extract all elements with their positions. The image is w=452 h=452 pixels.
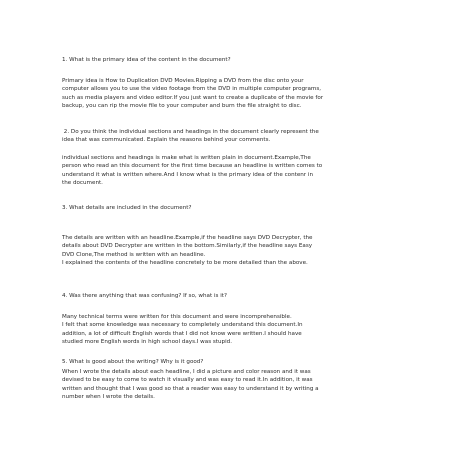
question-4: 4. Was there anything that was confusing? If so, what is it? bbox=[62, 293, 227, 299]
answer-1: Primary idea is How to Duplication DVD Movies.Ripping a DVD from the disc onto your computer allows you to use the video footage from the DVD in multiple computer programs, such as media players and video editor.If you just want to create a duplicate of the movie for backup, you can rip the movie file to your computer and burn the file straight to disc. bbox=[62, 78, 324, 110]
answer-5: When I wrote the details about each headline, I did a picture and color reason and it was devised to be easy to come to watch it visually and was easy to read it.In addition, it was written and thought that I was good so that a reader was easy to understand it by writing a number when I wrote the details. bbox=[62, 369, 319, 401]
answer-4: Many technical terms were written for this document and were incomprehensible. I felt that some knowledge was necessary to completely understand this document.In addition, a lot of difficult English words that I did not know were written.I should have studied more English words in high school days.I was stupid. bbox=[62, 314, 303, 346]
answer-3: The details are written with an headline.Example,if the headline says DVD Decrypter, the details about DVD Decrypter are written in the bottom.Similarly,if the headline says Easy DVD Clone,The method is written with an headline. I explained the contents of the headline concretely to be more detailed than the above. bbox=[62, 235, 313, 267]
answer-2: individual sections and headings is make what is written plain in document.Example,The person who read an this document for the first time because an headline is written comes to understand it what is written where.And I know what is the primary idea of the contenr in the document. bbox=[62, 155, 323, 187]
question-5: 5. What is good about the writing? Why is it good? bbox=[62, 359, 204, 365]
question-1: 1. What is the primary idea of the content in the document? bbox=[62, 57, 231, 63]
question-3: 3. What details are included in the document? bbox=[62, 205, 192, 211]
question-2: 2. Do you think the individual sections and headings in the document clearly represent the idea that was communicated. Explain the reasons behind your comments. bbox=[62, 129, 319, 144]
